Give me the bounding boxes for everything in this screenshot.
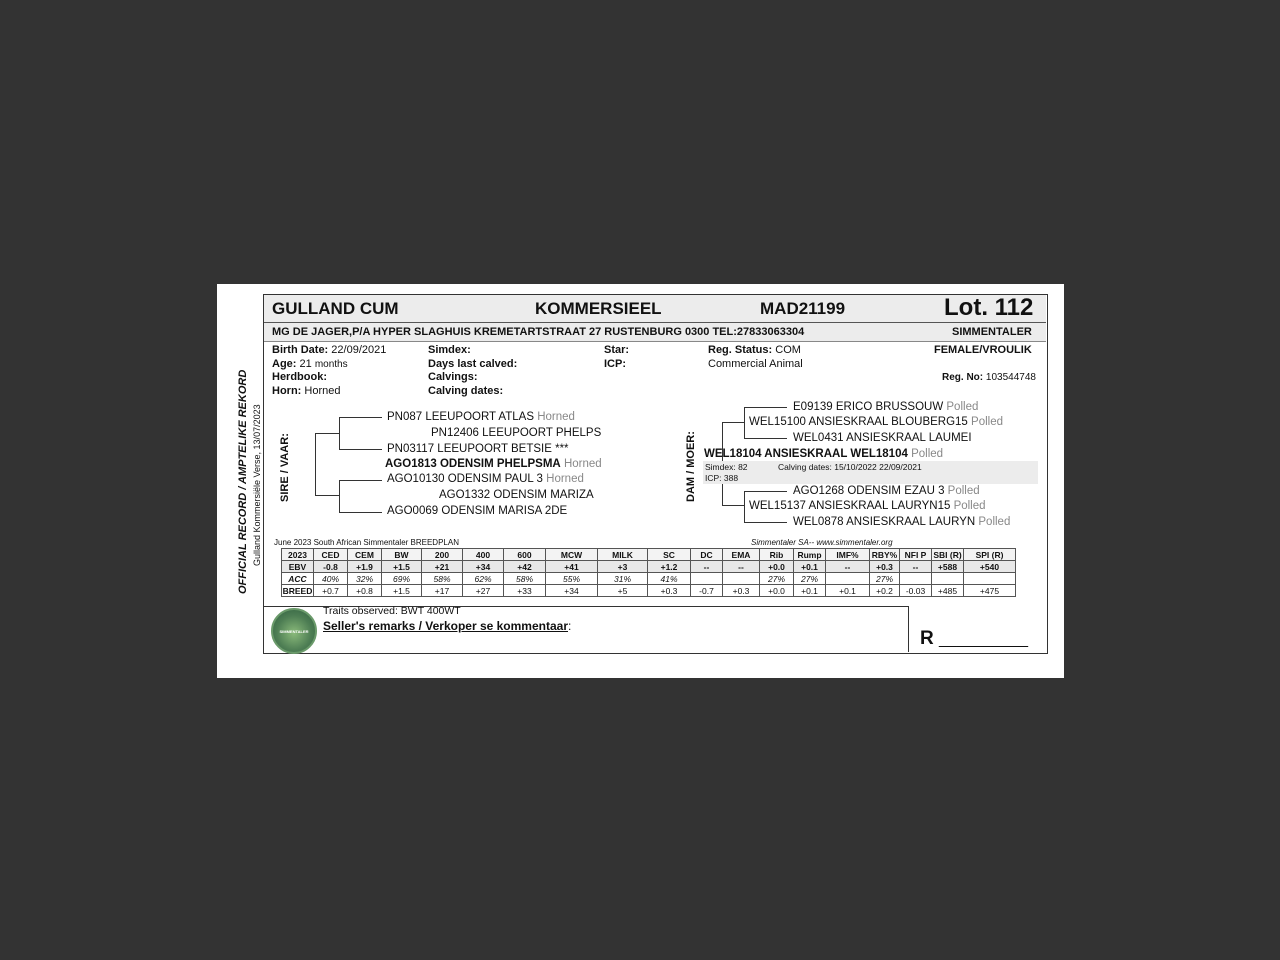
ebv-cell: -0.8 [314,561,348,573]
ebv-cell: +0.3 [870,561,900,573]
horn-label: Horn: [272,385,302,397]
ebv-header-row [282,549,1016,561]
ebv-cell: +0.0 [760,561,794,573]
dam-line-top [722,422,744,423]
price-box-left [908,606,909,652]
ebv-cell: SBI (R) [933,549,962,560]
ebv-cell: 200 [422,549,463,561]
ebv-cell: 31% [598,573,648,585]
ebv-cell: +34 [546,585,598,597]
breed: SIMMENTALER [952,326,1032,338]
dam-sire: WEL15100 ANSIESKRAAL BLOUBERG15 Polled [749,416,1003,428]
birth-date-label: Birth Date: [272,344,329,356]
ebv-cell: +0.2 [870,585,900,597]
owner-info: MG DE JAGER,P/A HYPER SLAGHUIS KREMETARTSTRAAT 27 RUSTENBURG 0300 TEL:27833063304 [272,326,805,338]
ebv-cell: +21 [422,561,463,573]
ebv-cell: +0.1 [794,585,826,597]
ebv-cell: ACC [282,573,314,585]
reg-no [942,372,1036,383]
ebv-cell: 2023 [282,549,314,561]
ebv-cell: 27% [760,573,794,585]
ebv-cell: SC [648,549,691,561]
reg-no-label: Reg. No: [942,372,984,383]
ebv-cell: +27 [463,585,504,597]
ebv-cell: Rump [794,549,826,561]
ebv-cell: BW [382,549,422,561]
ebv-cell: EMA [723,549,760,561]
ebv-cell: +0.3 [648,585,691,597]
ebv-cell: +34 [463,561,504,573]
dam-line-bottom [722,505,744,506]
sex: FEMALE/VROULIK [934,344,1032,356]
age-label: Age: [272,358,297,370]
calvings-label: Calvings: [428,371,478,383]
ebv-cell [932,573,964,585]
ebv-cell: +1.9 [348,561,382,573]
dd-line-top [744,491,787,492]
ebv-cell: CEM [348,549,382,561]
sire-line-bottom [315,495,339,496]
lot-card [217,284,1064,678]
icp-label: ICP: [604,358,626,370]
ebv-cell: +540 [964,561,1016,573]
ebv-cell: BREED [282,585,313,596]
ebv-cell: +475 [964,585,1016,597]
ebv-cell: +41 [546,561,598,573]
ebv-cell: IMF% [826,549,870,561]
ebv-cell: +0.1 [794,561,826,573]
price-label: R [920,628,934,649]
age [272,358,348,370]
version-label: Gulland Kommersiële Verse, 13/07/2023 [252,404,262,566]
sd-line-bottom [339,512,382,513]
logo-text: SIMMENTALER [279,628,309,634]
ss-line-bottom [339,449,382,450]
dam-dam: WEL15137 ANSIESKRAAL LAURYN15 Polled [749,500,986,512]
calving-dates-label: Calving dates: [428,385,504,397]
ebv-cell: 62% [463,573,504,585]
dam-label: DAM / MOER: [685,431,697,502]
reg-status-label: Reg. Status: [708,344,773,356]
ebv-cell: MILK [598,549,648,561]
ebv-cell: -- [900,561,932,573]
birth-date [272,344,386,356]
days-last-calved-label: Days last calved: [428,358,518,370]
birth-date-value: 22/09/2021 [331,344,387,356]
logo [271,608,317,654]
sire-dam-sire: AGO10130 ODENSIM PAUL 3 Horned [387,473,584,485]
ebv-cell: 58% [504,573,546,585]
ebv-cell: 41% [648,573,691,585]
sire-dam-dam: AGO0069 ODENSIM MARISA 2DE [387,505,568,517]
dam-calving-dates: Calving dates: 15/10/2022 22/09/2021 [778,462,922,472]
sellers-remarks [323,619,571,633]
traits-observed: Traits observed: BWT 400WT [323,605,461,617]
dam-sire-sire: E09139 ERICO BRUSSOUW Polled [793,401,979,413]
ebv-cell: +1.2 [648,561,691,573]
sire-sire: PN12406 LEEUPOORT PHELPS [431,427,602,439]
ebv-cell: +1.5 [382,585,422,597]
ebv-row [282,561,1016,573]
reg-status [708,344,801,356]
ebv-cell: +3 [598,561,648,573]
star-label: Star: [604,344,630,356]
sellers-remarks-colon: : [568,619,572,633]
ebv-cell: +588 [932,561,964,573]
reg-status-value: COM [775,344,801,356]
ebv-cell: +17 [422,585,463,597]
simdex-label: Simdex: [428,344,471,356]
ebv-cell: +5 [598,585,648,597]
ebv-cell [691,573,723,585]
sd-line-top [339,480,382,481]
ebv-cell: 55% [546,573,598,585]
animal-id: MAD21199 [760,299,846,318]
age-unit: months [314,359,348,370]
sire-dam: AGO1332 ODENSIM MARIZA [439,489,594,501]
acc-row [282,573,1016,585]
animal-name: GULLAND CUM [272,299,399,318]
ebv-cell [964,573,1016,585]
reg-status-desc: Commercial Animal [708,358,803,370]
ebv-cell: +0.8 [348,585,382,597]
ebv-cell: CED [314,549,348,561]
ebv-cell: RBY% [870,549,900,561]
breed-row [282,585,1016,597]
ebv-cell: -- [723,561,760,573]
sire-bracket [315,433,316,495]
ebv-cell: DC [691,549,723,561]
ebv-cell: -0.03 [900,585,932,597]
price-line: __________ [939,631,1028,648]
price-field[interactable] [920,628,1028,650]
ebv-cell: -- [826,561,870,573]
ebv-table [281,548,1016,597]
sire: AGO1813 ODENSIM PHELPSMA Horned [385,458,602,470]
ebv-cell: Rib [760,549,794,561]
herdbook-label: Herdbook: [272,371,327,383]
ebv-cell: -0.7 [691,585,723,597]
dam: WEL18104 ANSIESKRAAL WEL18104 Polled [704,448,944,460]
ebv-cell: -- [691,561,723,573]
age-value: 21 [299,358,312,370]
ebv-cell: +0.7 [314,585,348,597]
dd-bracket [744,491,745,522]
ebv-cell: 40% [314,573,348,585]
ebv-cell: 32% [348,573,382,585]
ds-line-bottom [744,438,787,439]
ebv-cell: 58% [422,573,463,585]
breedplan-site: Simmentaler SA-- www.simmentaler.org [751,538,893,547]
ebv-cell: EBV [282,561,314,573]
ebv-cell [723,573,760,585]
horn [272,385,340,397]
dam-simdex: Simdex: 82 [705,462,748,472]
dam-sire-dam: WEL0431 ANSIESKRAAL LAUMEI [793,432,972,444]
ds-line-top [744,407,787,408]
reg-no-value: 103544748 [985,372,1036,383]
ds-bracket [744,407,745,438]
ebv-cell: 400 [463,549,504,561]
ebv-cell: 27% [794,573,826,585]
ebv-cell: SPI (R) [964,549,1016,561]
ebv-cell: +0.1 [826,585,870,597]
ebv-cell: +0.3 [723,585,760,597]
ebv-cell: 69% [382,573,422,585]
sire-label: SIRE / VAAR: [279,433,291,502]
ebv-cell: +42 [504,561,546,573]
ebv-cell: 27% [870,573,900,585]
dam-dam-sire: AGO1268 ODENSIM EZAU 3 Polled [793,485,980,497]
category: KOMMERSIEEL [535,299,662,318]
ebv-cell: +33 [504,585,546,597]
dam-dam-dam: WEL0878 ANSIESKRAAL LAURYN Polled [793,516,1011,528]
dd-line-bottom [744,522,787,523]
ebv-cell [826,573,870,585]
sire-line-top [315,433,339,434]
breedplan-source: June 2023 South African Simmentaler BREEDPLAN [274,538,459,547]
ebv-cell [900,573,932,585]
ss-bracket [339,417,340,449]
official-record-label: OFFICIAL RECORD / AMPTELIKE REKORD [237,369,249,594]
ebv-cell: +485 [932,585,964,597]
ebv-cell: NFI P [900,549,932,561]
ebv-cell: +1.5 [382,561,422,573]
ebv-cell: 600 [504,549,546,561]
ebv-cell: MCW [546,549,598,561]
dam-icp: ICP: 388 [705,473,739,483]
horn-value: Horned [304,385,341,397]
sire-sire-sire: PN087 LEEUPOORT ATLAS Horned [387,411,575,423]
sellers-remarks-label: Seller's remarks / Verkoper se kommentaar [323,619,568,633]
ebv-cell: +0.0 [760,585,794,597]
ss-line-top [339,417,382,418]
sd-bracket [339,480,340,512]
sire-sire-dam: PN03117 LEEUPOORT BETSIE *** [387,443,569,455]
lot-number: Lot. 112 [944,294,1034,321]
